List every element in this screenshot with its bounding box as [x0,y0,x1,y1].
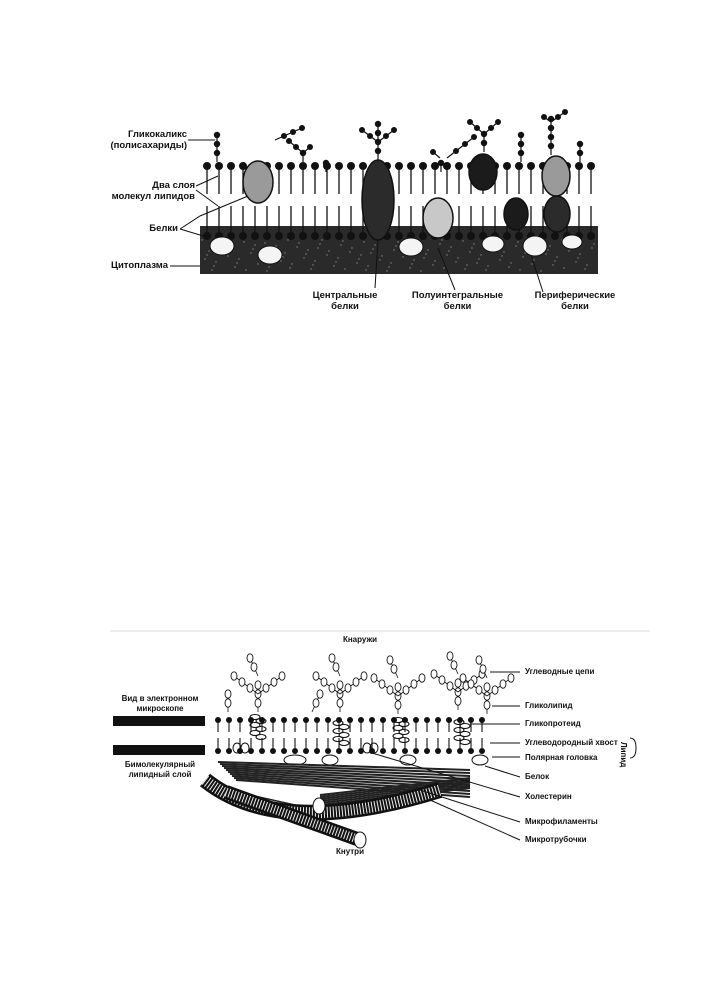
label-microfilaments: Микрофиламенты [525,817,598,826]
label-cholesterol: Холестерин [525,792,572,801]
label-em-view: Вид в электронном микроскопе [121,694,199,713]
label-carbohydrate-chains: Углеводные цепи [525,667,595,676]
label-microtubules: Микротрубочки [525,835,587,844]
label-hydrocarbon-tail: Углеводородный хвост [525,738,618,747]
glycoprotein-1 [333,721,349,746]
label-peripheral-proteins: Периферические белки [534,290,616,312]
label-outside: Кнаружи [342,635,378,644]
label-proteins: Белки [149,223,178,234]
label-inside: Кнутри [336,847,364,856]
label-semi-integral-proteins: Полуинтегральные белки [411,290,504,312]
label-two-lipid-layers: Два слоя молекул липидов [111,180,195,202]
label-polar-head: Полярная головка [525,753,598,762]
label-cytoplasm: Цитоплазма [111,260,168,271]
label-lipids: Липид [619,742,628,768]
em-bar-top [113,716,205,726]
em-bar-bottom [113,745,205,755]
glycoprotein-3 [454,720,470,745]
label-glycoprotein: Гликопротеид [525,719,581,728]
label-glycocalyx: Гликокаликс (полисахариды) [110,129,187,151]
label-protein: Белок [525,772,550,781]
label-bilayer: Бимолекулярный липидный слой [124,760,196,779]
label-glycolipid: Гликолипид [525,701,573,710]
label-central-proteins: Центральные белки [312,290,378,312]
